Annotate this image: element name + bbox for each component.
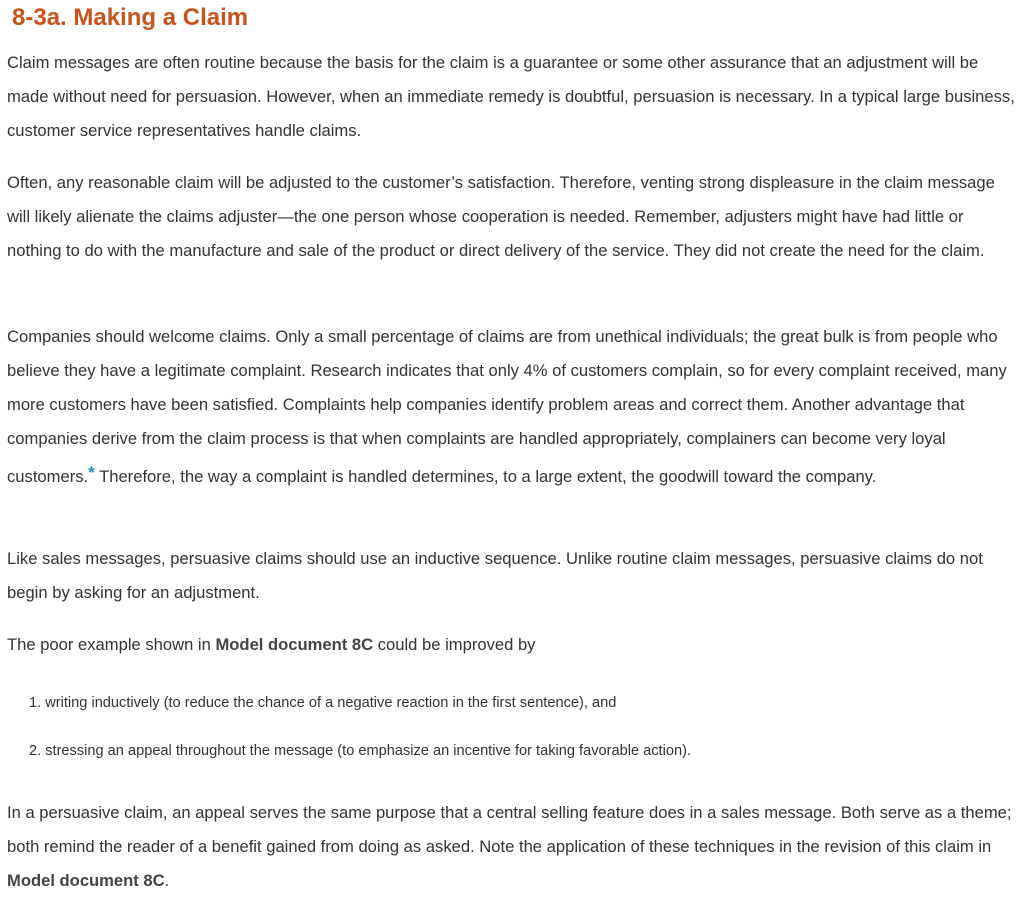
paragraph-text: Companies should welcome claims. Only a small percentage of claims are from unethical individuals; the great bulk is from people who believe they have a legitimate complaint. Research indicates that only 4% of customers complain, so for every complaint received, many more customers have been satisfied. Complaints help companies identify problem areas and correct them. Another advantage that companies derive from the claim process is that when complaints are handled appropriately, complainers can become very loyal customers.	[7, 327, 1007, 486]
paragraph-welcome-claims	[7, 320, 1019, 494]
list-item: 2. stressing an appeal throughout the message (to emphasize an incentive for taking favorable action).	[29, 743, 691, 759]
paragraph-poor-example	[7, 628, 1019, 662]
paragraph-claim-routine: Claim messages are often routine because the basis for the claim is a guarantee or some other assurance that an adjustment will be made without need for persuasion. However, when an immediate remedy is doubtful, persuasion is necessary. In a typical large business, customer service representatives handle claims.	[7, 53, 1015, 140]
paragraph-claim-adjuster: Often, any reasonable claim will be adjusted to the customer’s satisfaction. Therefore, venting strong displeasure in the claim message will likely alienate the claims adjuster—the one person whose cooperation is needed. Remember, adjusters might have had little or nothing to do with the manufacture and sale of the product or direct delivery of the service. They did not create the need for the claim.	[7, 173, 995, 260]
section-heading: 8-3a. Making a Claim	[12, 4, 249, 31]
paragraph-persuasive-appeal	[7, 796, 1019, 898]
list-item: 1. writing inductively (to reduce the chance of a negative reaction in the first sentence), and	[29, 695, 617, 711]
paragraph-text: In a persuasive claim, an appeal serves the same purpose that a central selling feature does in a sales message. Both serve as a theme; both remind the reader of a benefit gained from doing as asked. Note the application of these techniques in the revision of this claim in	[7, 803, 1012, 856]
footnote-link[interactable]: *	[88, 463, 95, 482]
paragraph-text: Therefore, the way a complaint is handled determines, to a large extent, the goodwill toward the company.	[94, 467, 877, 486]
paragraph-inductive-sequence: Like sales messages, persuasive claims should use an inductive sequence. Unlike routine claim messages, persuasive claims do not begin by asking for an adjustment.	[7, 549, 983, 602]
paragraph-text: The poor example shown in	[7, 635, 216, 654]
paragraph-text: could be improved by	[373, 635, 536, 654]
model-document-reference[interactable]: Model document 8C	[7, 871, 165, 890]
paragraph-text: .	[164, 871, 170, 890]
model-document-reference[interactable]: Model document 8C	[215, 635, 374, 654]
